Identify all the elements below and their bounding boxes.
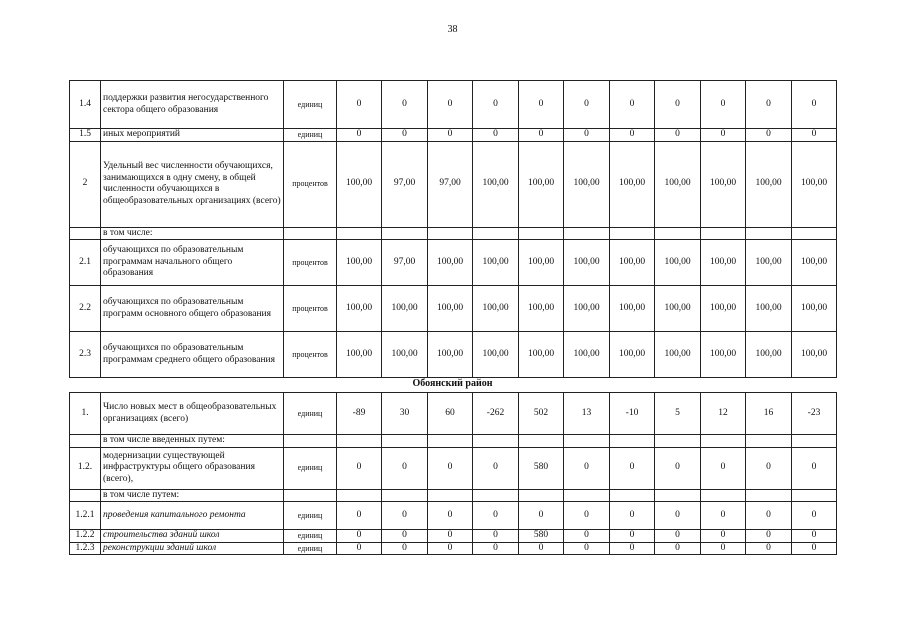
value-cell: 100,00 <box>564 240 610 286</box>
unit-of-measure: единиц <box>284 393 337 435</box>
value-cell: 0 <box>610 530 655 543</box>
value-cell: 100,00 <box>610 286 655 332</box>
value-cell <box>655 435 701 448</box>
table-row <box>70 489 837 502</box>
table-row <box>70 542 837 555</box>
unit-of-measure: единиц <box>284 530 337 543</box>
value-cell: 0 <box>564 81 610 129</box>
value-cell: 100,00 <box>337 332 382 378</box>
value-cell: 100,00 <box>382 332 428 378</box>
row-number <box>70 435 101 448</box>
value-cell: 0 <box>337 542 382 555</box>
row-number: 2 <box>70 141 101 227</box>
value-cell: 100,00 <box>655 286 701 332</box>
value-cell <box>701 227 746 240</box>
value-cell: 100,00 <box>792 141 837 227</box>
value-cell: 0 <box>564 530 610 543</box>
value-cell: 0 <box>701 129 746 142</box>
value-cell <box>337 489 382 502</box>
value-cell: 0 <box>610 447 655 489</box>
value-cell <box>473 489 519 502</box>
value-cell: 0 <box>610 129 655 142</box>
value-cell: 100,00 <box>428 240 473 286</box>
table-row <box>70 530 837 543</box>
value-cell: 100,00 <box>701 286 746 332</box>
value-cell: 30 <box>382 393 428 435</box>
value-cell: 0 <box>473 530 519 543</box>
value-cell: 5 <box>655 393 701 435</box>
value-cell: 100,00 <box>746 286 792 332</box>
row-number: 1.2. <box>70 447 101 489</box>
indicator-description: проведения капитального ремонта <box>101 502 284 530</box>
page-number: 38 <box>447 24 458 35</box>
value-cell: 0 <box>428 542 473 555</box>
value-cell <box>655 227 701 240</box>
row-number: 1.2.3 <box>70 542 101 555</box>
value-cell: 100,00 <box>655 141 701 227</box>
unit-of-measure: единиц <box>284 129 337 142</box>
value-cell: 100,00 <box>382 286 428 332</box>
indicator-description: обучающихся по образовательным программам среднего общего образования <box>101 332 284 378</box>
value-cell: 0 <box>519 81 564 129</box>
table-row <box>70 141 837 227</box>
value-cell: 100,00 <box>701 332 746 378</box>
value-cell <box>428 489 473 502</box>
value-cell: 0 <box>792 502 837 530</box>
table-row <box>70 393 837 435</box>
value-cell <box>610 489 655 502</box>
indicator-description: в том числе путем: <box>101 489 284 502</box>
value-cell: 0 <box>746 81 792 129</box>
value-cell: 100,00 <box>473 141 519 227</box>
value-cell <box>473 435 519 448</box>
value-cell: 502 <box>519 393 564 435</box>
value-cell: 0 <box>337 502 382 530</box>
row-number <box>70 489 101 502</box>
value-cell: 97,00 <box>382 240 428 286</box>
value-cell: 12 <box>701 393 746 435</box>
row-number: 1.2.2 <box>70 530 101 543</box>
value-cell: 0 <box>337 447 382 489</box>
value-cell <box>792 227 837 240</box>
value-cell: 0 <box>428 447 473 489</box>
value-cell: -23 <box>792 393 837 435</box>
value-cell: 0 <box>655 530 701 543</box>
value-cell: 0 <box>655 502 701 530</box>
value-cell: 97,00 <box>428 141 473 227</box>
indicator-description: в том числе: <box>101 227 284 240</box>
value-cell: 100,00 <box>337 141 382 227</box>
value-cell: 0 <box>382 447 428 489</box>
value-cell: 97,00 <box>382 141 428 227</box>
value-cell: 0 <box>428 81 473 129</box>
value-cell: 0 <box>746 502 792 530</box>
value-cell: 0 <box>746 129 792 142</box>
value-cell: 0 <box>519 502 564 530</box>
value-cell: 100,00 <box>792 332 837 378</box>
value-cell: 0 <box>337 530 382 543</box>
value-cell: 0 <box>473 81 519 129</box>
value-cell: 0 <box>746 530 792 543</box>
value-cell: 100,00 <box>746 141 792 227</box>
value-cell <box>382 435 428 448</box>
value-cell: 0 <box>655 81 701 129</box>
value-cell: 0 <box>382 129 428 142</box>
unit-of-measure <box>284 489 337 502</box>
row-number: 1.5 <box>70 129 101 142</box>
value-cell: 0 <box>746 542 792 555</box>
value-cell <box>701 435 746 448</box>
value-cell <box>428 435 473 448</box>
value-cell: 100,00 <box>519 141 564 227</box>
value-cell: 0 <box>610 542 655 555</box>
value-cell: 0 <box>792 447 837 489</box>
value-cell: 16 <box>746 393 792 435</box>
row-number: 2.3 <box>70 332 101 378</box>
table-row <box>70 332 837 378</box>
value-cell: 0 <box>519 542 564 555</box>
value-cell: 100,00 <box>564 286 610 332</box>
indicator-table-top <box>69 80 837 378</box>
value-cell: 0 <box>337 81 382 129</box>
unit-of-measure <box>284 435 337 448</box>
value-cell: 100,00 <box>655 240 701 286</box>
indicator-table-region <box>69 392 837 555</box>
value-cell: 0 <box>701 542 746 555</box>
value-cell <box>473 227 519 240</box>
value-cell: 0 <box>337 129 382 142</box>
value-cell <box>746 489 792 502</box>
value-cell: 0 <box>564 447 610 489</box>
value-cell: 0 <box>792 81 837 129</box>
value-cell: 100,00 <box>519 240 564 286</box>
unit-of-measure: единиц <box>284 81 337 129</box>
value-cell: -89 <box>337 393 382 435</box>
table-row <box>70 240 837 286</box>
value-cell: -262 <box>473 393 519 435</box>
indicator-description: обучающихся по образовательным программ основного общего образования <box>101 286 284 332</box>
value-cell: 0 <box>655 542 701 555</box>
value-cell: 0 <box>382 81 428 129</box>
value-cell: 100,00 <box>473 332 519 378</box>
row-number: 2.2 <box>70 286 101 332</box>
value-cell: 0 <box>473 129 519 142</box>
value-cell: -10 <box>610 393 655 435</box>
value-cell: 0 <box>382 502 428 530</box>
value-cell: 580 <box>519 530 564 543</box>
unit-of-measure: процентов <box>284 286 337 332</box>
value-cell: 0 <box>610 81 655 129</box>
value-cell: 0 <box>564 542 610 555</box>
value-cell: 60 <box>428 393 473 435</box>
value-cell: 580 <box>519 447 564 489</box>
value-cell: 0 <box>564 502 610 530</box>
value-cell: 0 <box>473 542 519 555</box>
value-cell: 0 <box>701 447 746 489</box>
value-cell: 100,00 <box>337 286 382 332</box>
row-number: 2.1 <box>70 240 101 286</box>
value-cell: 0 <box>792 129 837 142</box>
value-cell <box>382 489 428 502</box>
table-row <box>70 502 837 530</box>
unit-of-measure: единиц <box>284 542 337 555</box>
table-row <box>70 447 837 489</box>
indicator-description: Число новых мест в общеобразовательных организациях (всего) <box>101 393 284 435</box>
indicator-description: модернизации существующей инфраструктуры общего образования (всего), <box>101 447 284 489</box>
unit-of-measure: единиц <box>284 447 337 489</box>
row-number: 1. <box>70 393 101 435</box>
value-cell: 0 <box>428 530 473 543</box>
value-cell <box>610 435 655 448</box>
value-cell <box>519 435 564 448</box>
value-cell <box>746 435 792 448</box>
value-cell: 0 <box>473 447 519 489</box>
value-cell: 0 <box>792 530 837 543</box>
value-cell <box>610 227 655 240</box>
value-cell: 100,00 <box>610 332 655 378</box>
unit-of-measure: процентов <box>284 332 337 378</box>
value-cell <box>337 227 382 240</box>
value-cell: 100,00 <box>428 286 473 332</box>
value-cell: 100,00 <box>610 240 655 286</box>
value-cell: 0 <box>792 542 837 555</box>
value-cell: 100,00 <box>792 286 837 332</box>
value-cell <box>337 435 382 448</box>
row-number: 1.2.1 <box>70 502 101 530</box>
value-cell: 0 <box>519 129 564 142</box>
value-cell: 0 <box>701 81 746 129</box>
indicator-description: Удельный вес численности обучающихся, занимающихся в одну смену, в общей численности обучающихся в общеобразовательных организациях (всего) <box>101 141 284 227</box>
value-cell: 100,00 <box>746 240 792 286</box>
value-cell: 100,00 <box>655 332 701 378</box>
value-cell: 0 <box>655 447 701 489</box>
value-cell: 100,00 <box>701 141 746 227</box>
value-cell <box>428 227 473 240</box>
value-cell <box>792 435 837 448</box>
value-cell <box>564 435 610 448</box>
value-cell: 0 <box>428 129 473 142</box>
value-cell <box>655 489 701 502</box>
value-cell: 0 <box>473 502 519 530</box>
value-cell: 13 <box>564 393 610 435</box>
value-cell: 0 <box>382 542 428 555</box>
value-cell: 0 <box>610 502 655 530</box>
value-cell: 100,00 <box>564 332 610 378</box>
indicator-description: обучающихся по образовательным программам начального общего образования <box>101 240 284 286</box>
value-cell: 100,00 <box>473 240 519 286</box>
value-cell: 100,00 <box>792 240 837 286</box>
unit-of-measure: процентов <box>284 141 337 227</box>
value-cell <box>564 227 610 240</box>
value-cell: 0 <box>564 129 610 142</box>
value-cell: 100,00 <box>701 240 746 286</box>
value-cell: 100,00 <box>519 332 564 378</box>
indicator-description: реконструкции зданий школ <box>101 542 284 555</box>
indicator-description: поддержки развития негосударственного сектора общего образования <box>101 81 284 129</box>
value-cell <box>746 227 792 240</box>
value-cell: 0 <box>746 447 792 489</box>
value-cell: 100,00 <box>428 332 473 378</box>
value-cell: 100,00 <box>473 286 519 332</box>
table-row <box>70 81 837 129</box>
indicator-description: в том числе введенных путем: <box>101 435 284 448</box>
value-cell <box>792 489 837 502</box>
region-title: Обоянский район <box>412 378 493 389</box>
unit-of-measure <box>284 227 337 240</box>
indicator-description: строительства зданий школ <box>101 530 284 543</box>
table-row <box>70 435 837 448</box>
table-row <box>70 227 837 240</box>
value-cell: 0 <box>428 502 473 530</box>
value-cell <box>701 489 746 502</box>
value-cell <box>519 227 564 240</box>
value-cell: 0 <box>655 129 701 142</box>
row-number: 1.4 <box>70 81 101 129</box>
table-row <box>70 129 837 142</box>
value-cell: 100,00 <box>564 141 610 227</box>
value-cell <box>564 489 610 502</box>
value-cell: 0 <box>382 530 428 543</box>
value-cell: 100,00 <box>610 141 655 227</box>
value-cell: 0 <box>701 530 746 543</box>
value-cell: 0 <box>701 502 746 530</box>
value-cell: 100,00 <box>519 286 564 332</box>
value-cell <box>519 489 564 502</box>
value-cell: 100,00 <box>746 332 792 378</box>
value-cell: 100,00 <box>337 240 382 286</box>
unit-of-measure: единиц <box>284 502 337 530</box>
unit-of-measure: процентов <box>284 240 337 286</box>
indicator-description: иных мероприятий <box>101 129 284 142</box>
value-cell <box>382 227 428 240</box>
row-number <box>70 227 101 240</box>
table-row <box>70 286 837 332</box>
